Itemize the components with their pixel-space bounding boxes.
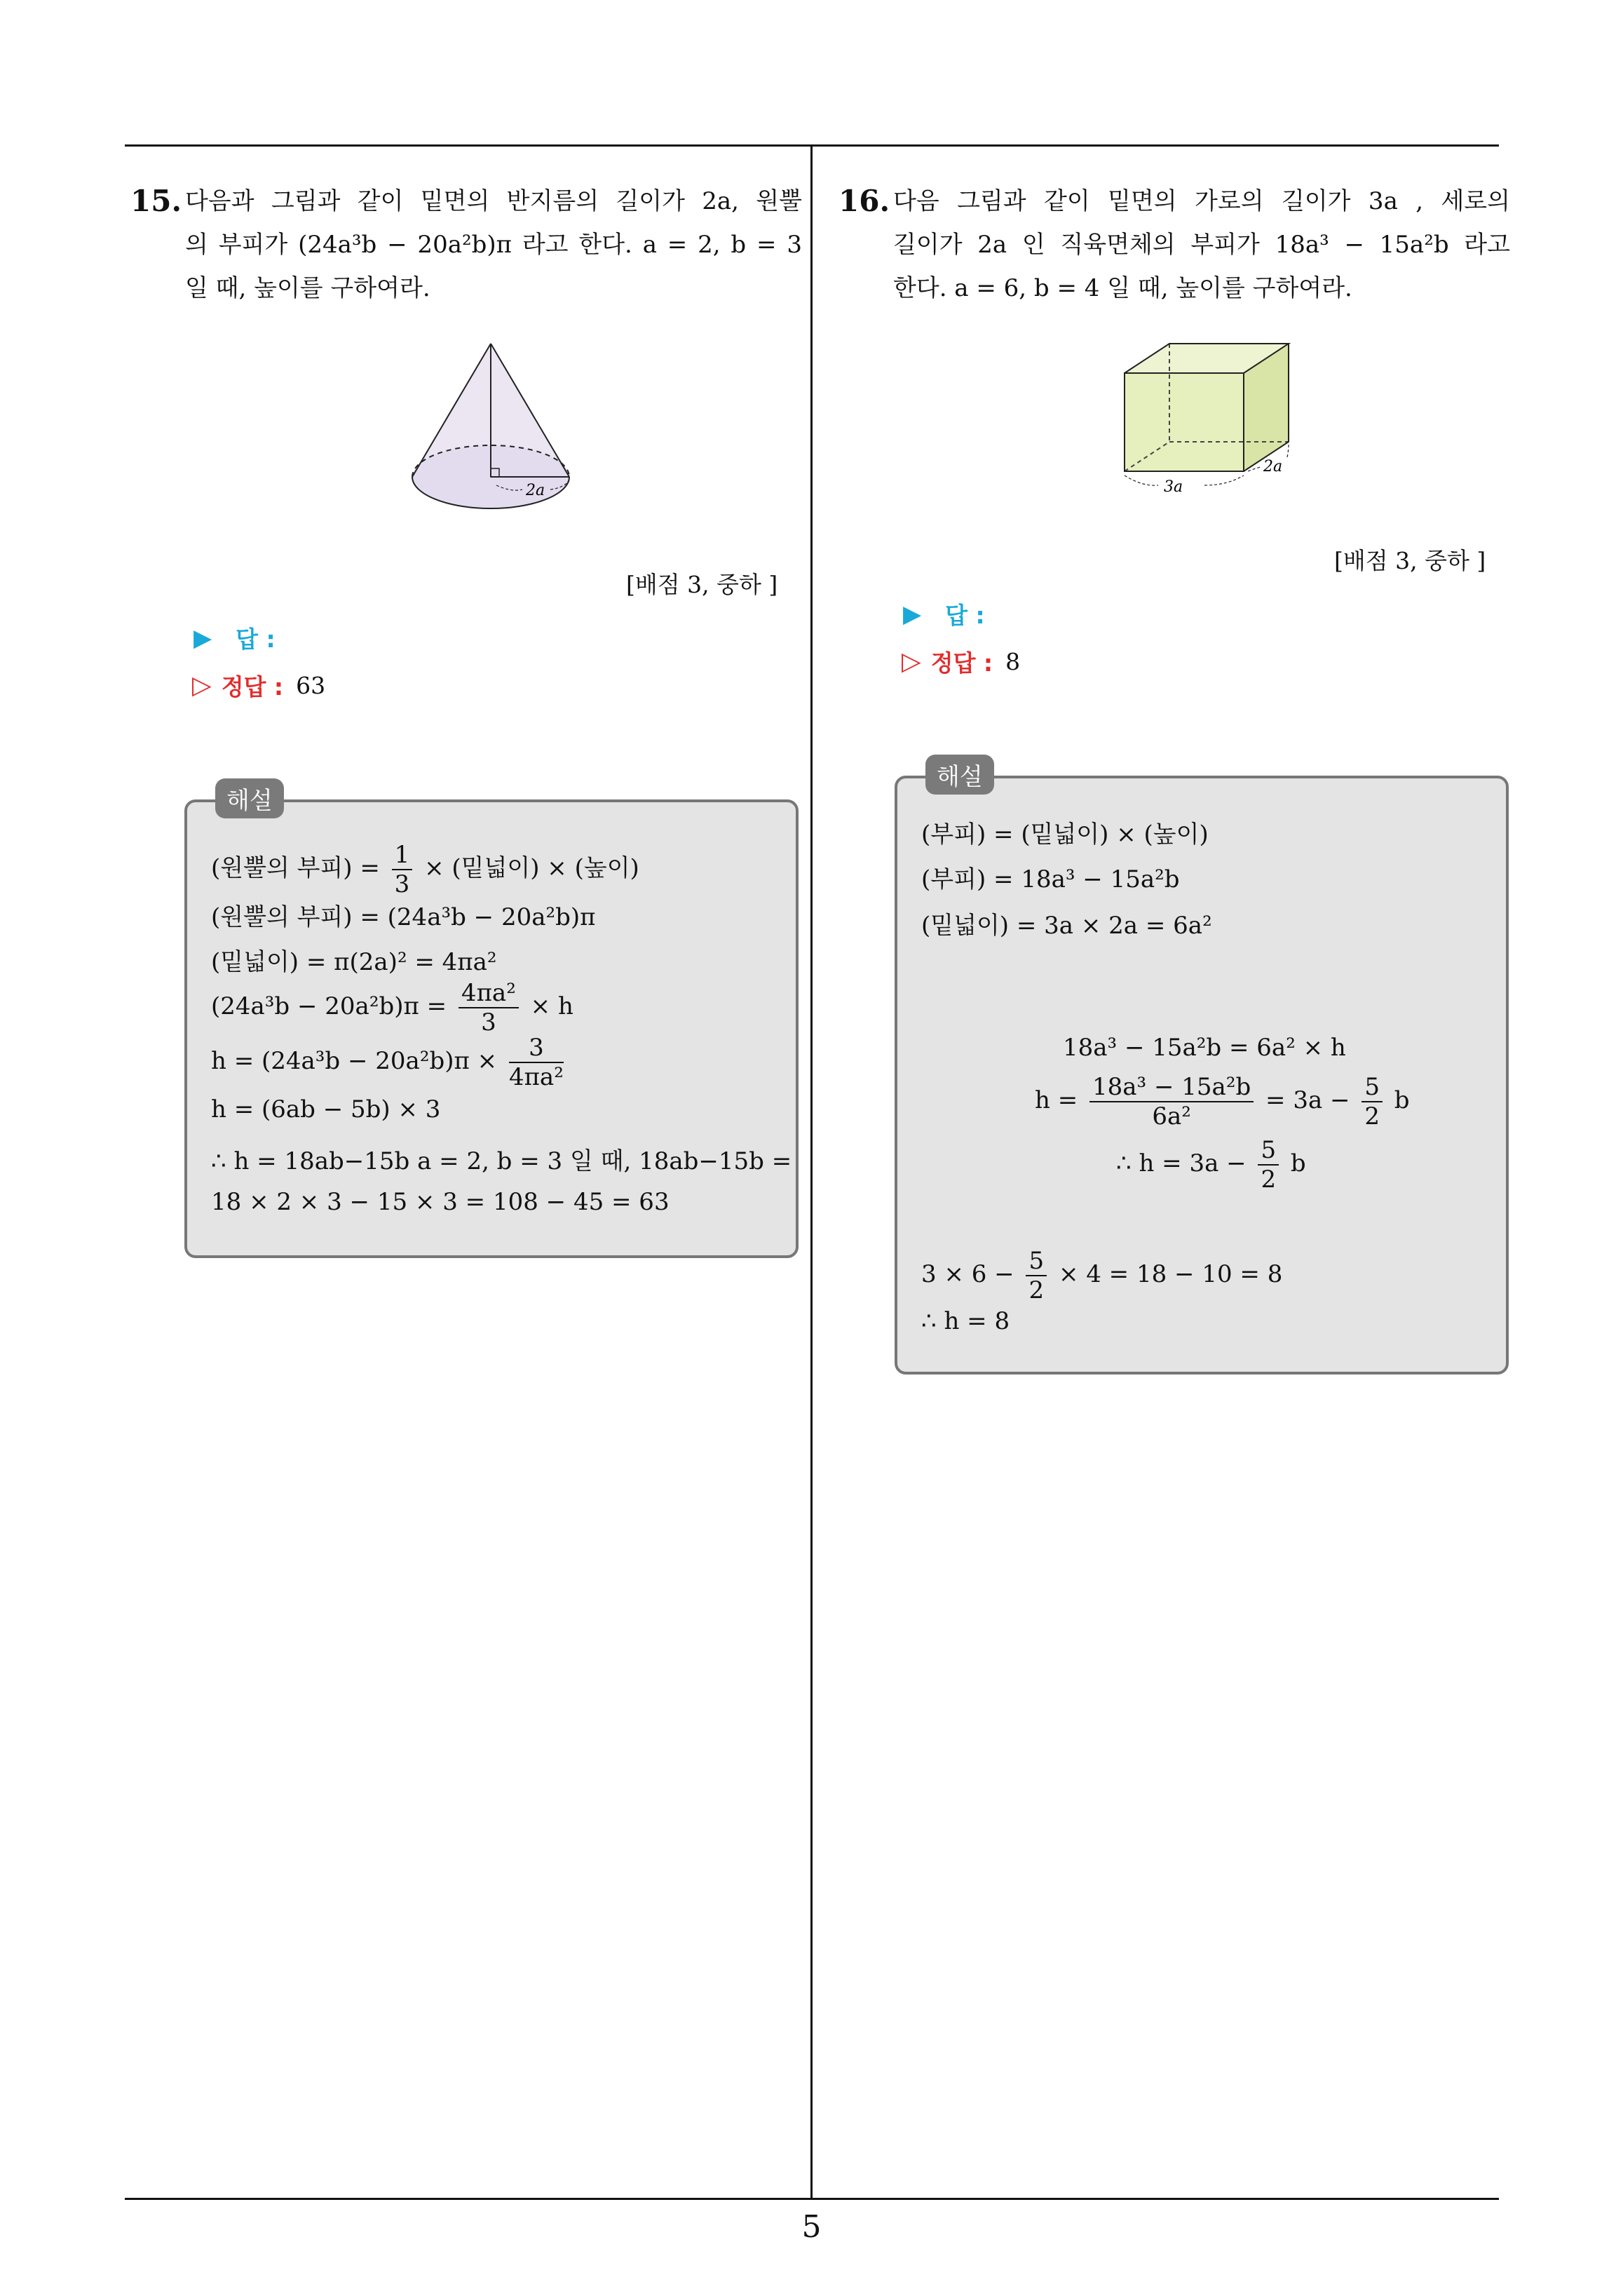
- answer-row: [193, 621, 288, 654]
- outline-triangle-icon: ▷: [192, 671, 212, 700]
- question-line: 일 때, 높이를 구하여라.: [185, 274, 430, 302]
- solution-line: 3 × 6 − $\frac{5}{2}$ × 4 = 18 − 10 = 8: [921, 1247, 1283, 1304]
- question-line: 의 부피가 (24a³b − 20a²b)π 라고 한다. a = 2, b = 3: [185, 231, 802, 259]
- solution-line: (부피) = (밑넓이) × (높이): [921, 821, 1209, 849]
- play-triangle-icon: ▶: [193, 623, 212, 652]
- column-divider: [810, 144, 813, 2199]
- solution-box: [895, 763, 1509, 1375]
- solution-line: ∴ h = 18ab−15b a = 2, b = 3 일 때, 18ab−15b =: [211, 1147, 792, 1175]
- fraction: $\frac{5}{2}$: [1361, 1073, 1383, 1130]
- fraction: $\frac{\text{18a³ − 15a²b}}{\text{6a²}}$: [1089, 1073, 1254, 1130]
- solution-line: (밑넓이) = 3a × 2a = 6a²: [921, 912, 1212, 940]
- solution-line: (부피) = 18a³ − 15a²b: [921, 865, 1180, 893]
- bottom-rule: [125, 2198, 1499, 2200]
- answer-label: 답 :: [945, 602, 985, 629]
- question-line: 길이가 2a 인 직육면체의 부피가 18a³ − 15a²b 라고: [893, 231, 1510, 259]
- fraction: $\frac{5}{2}$: [1026, 1247, 1047, 1304]
- correct-answer-row: [192, 669, 325, 702]
- question-line: 다음 그림과 같이 밑면의 가로의 길이가 3a , 세로의: [893, 187, 1510, 215]
- cone-figure: [407, 337, 589, 526]
- play-triangle-icon: ▶: [903, 600, 922, 628]
- cone-radius-label: 2a: [526, 482, 545, 499]
- correct-answer-label: 정답 :: [221, 673, 284, 701]
- page-number: 5: [801, 2209, 822, 2245]
- solution-line: h = (24a³b − 20a²b)π × $\frac{3}{\text{4πa²}}$: [211, 1034, 564, 1091]
- solution-tag: 해설: [215, 778, 284, 818]
- correct-answer-value: 63: [296, 672, 326, 699]
- outline-triangle-icon: ▷: [902, 647, 921, 676]
- solution-line: (원뿔의 부피) = (24a³b − 20a²b)π: [211, 903, 596, 931]
- solution-line: ∴ h = 8: [921, 1307, 1010, 1335]
- problem-number: 15.: [130, 184, 182, 218]
- fraction: $\frac{1}{3}$: [392, 841, 413, 898]
- solution-line: 18a³ − 15a²b = 6a² × h: [1063, 1034, 1346, 1062]
- fraction: $\frac{5}{2}$: [1258, 1136, 1279, 1194]
- box-depth-label: 2a: [1263, 458, 1283, 475]
- solution-line: (24a³b − 20a²b)π = $\frac{\text{4πa²}}{3}$ × h: [211, 979, 573, 1036]
- solution-line: ∴ h = 3a − $\frac{5}{2}$ b: [1116, 1136, 1306, 1194]
- box-figure: [1115, 338, 1325, 499]
- correct-answer-value: 8: [1005, 648, 1021, 675]
- fraction: $\frac{3}{\text{4πa²}}$: [508, 1034, 564, 1091]
- answer-row: [903, 597, 998, 630]
- problem-number: 16.: [838, 184, 890, 218]
- answer-label: 답 :: [236, 626, 276, 653]
- box-width-label: 3a: [1164, 478, 1183, 496]
- question-line: 한다. a = 6, b = 4 일 때, 높이를 구하여라.: [893, 274, 1352, 302]
- fraction: $\frac{\text{4πa²}}{3}$: [459, 979, 519, 1036]
- question-text: [893, 180, 1510, 310]
- solution-line: h = (6ab − 5b) × 3: [211, 1095, 441, 1123]
- question-text: [185, 180, 802, 310]
- solution-tag: 해설: [925, 755, 994, 795]
- score-label: [배점 3, 중하 ]: [1334, 547, 1486, 574]
- solution-line: h = $\frac{\text{18a³ − 15a²b}}{\text{6a²}}$ = 3a − $\frac{5}{2}$ b: [1035, 1073, 1410, 1130]
- solution-line: (원뿔의 부피) = $\frac{1}{3}$ × (밑넓이) × (높이): [211, 841, 639, 898]
- score-label: [배점 3, 중하 ]: [626, 571, 778, 598]
- solution-line: 18 × 2 × 3 − 15 × 3 = 108 − 45 = 63: [211, 1188, 670, 1216]
- question-line: 다음과 그림과 같이 밑면의 반지름의 길이가 2a, 원뿔: [185, 187, 802, 215]
- solution-line: (밑넓이) = π(2a)² = 4πa²: [211, 948, 497, 976]
- correct-answer-row: [902, 645, 1020, 678]
- correct-answer-label: 정답 :: [930, 649, 993, 677]
- solution-box: [184, 787, 799, 1258]
